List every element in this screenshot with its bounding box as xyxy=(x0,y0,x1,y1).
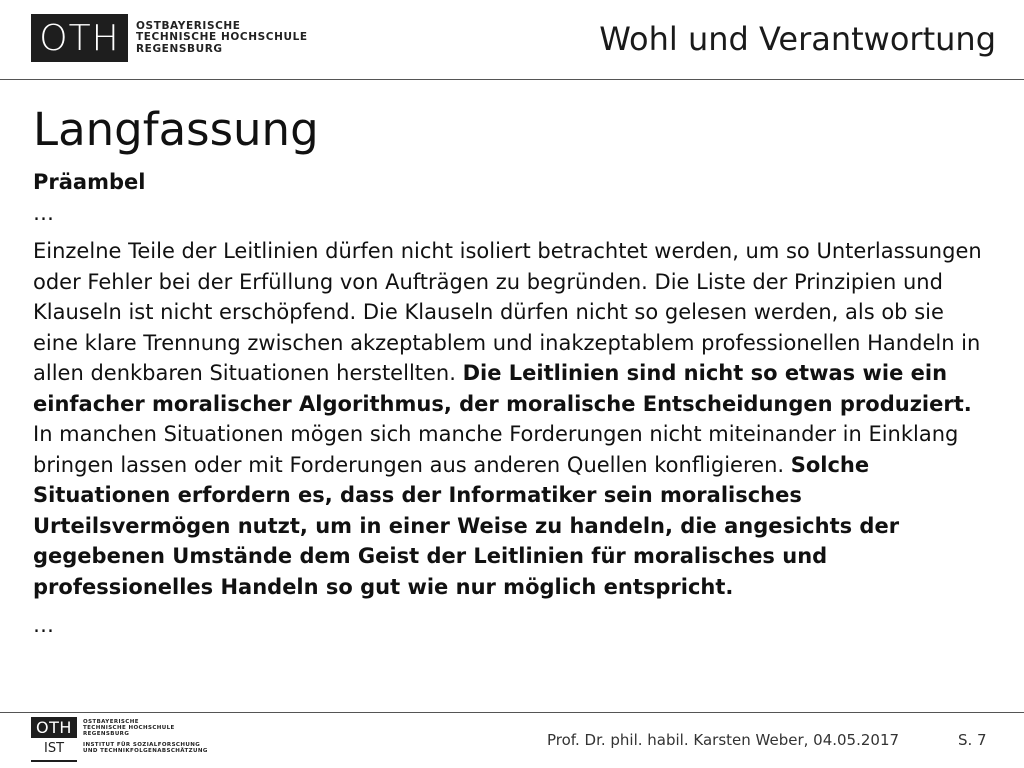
footer-logo-line: REGENSBURG xyxy=(83,730,130,737)
oth-logo xyxy=(31,14,308,62)
footer-logo-mark: OTH xyxy=(31,717,77,738)
paragraph-segment: Einzelne Teile der Leitlinien dürfen nicht isoliert betrachtet werden, um so Unterlassungen oder Fehler bei der Erfüllung von Aufträgen zu begründen. Die Liste der Prinzipien und Klauseln ist nicht erschöpfend. Die Klauseln dürfen nicht so gelesen werden, als ob sie eine klare Trennung zwischen akzeptablem und inakzeptablem professionellen Handeln in allen denkbaren Situationen herstellten. xyxy=(33,239,982,385)
oth-logo-mark: OTH xyxy=(31,14,128,62)
footer-logo-line: UND TECHNIKFOLGENABSCHÄTZUNG xyxy=(83,748,208,754)
footer-logo-line: TECHNISCHE HOCHSCHULE xyxy=(83,724,175,731)
footer-divider xyxy=(0,712,1024,713)
oth-logo-text xyxy=(136,21,308,56)
ellipsis-bottom: … xyxy=(33,613,54,637)
body-paragraph xyxy=(33,236,993,602)
paragraph-segment: In manchen Situationen mögen sich manche Forderungen nicht miteinander in Einklang bringen lassen oder mit Forderungen aus anderen Quellen konfligieren. xyxy=(33,422,959,477)
subheading: Präambel xyxy=(33,170,146,194)
footer-logo-underline xyxy=(31,760,77,762)
header-title: Wohl und Verantwortung xyxy=(599,20,996,58)
footer-logo-ist: IST xyxy=(43,740,65,756)
ellipsis-top: … xyxy=(33,200,54,225)
footer-logo-line: INSTITUT FÜR SOZIALFORSCHUNG xyxy=(83,742,201,748)
footer-logo-text-bottom xyxy=(83,742,208,754)
paragraph-segment-bold: Solche Situationen erfordern es, dass der Informatiker sein moralisches Urteilsvermögen nutzt, um in einer Weise zu handeln, die angesichts der gegebenen Umstände dem Geist der Leitlinien für moralisches und professionelles Handeln so gut wie nur möglich entspricht. xyxy=(33,452,900,599)
oth-logo-line: OSTBAYERISCHE xyxy=(136,19,241,32)
oth-logo-line: REGENSBURG xyxy=(136,42,223,55)
footer-author: Prof. Dr. phil. habil. Karsten Weber, 04.05.2017 xyxy=(547,731,900,749)
slide-content xyxy=(33,167,993,641)
oth-ist-logo xyxy=(31,717,208,762)
page-number: S. 7 xyxy=(958,731,987,749)
slide-title: Langfassung xyxy=(33,103,319,156)
paragraph-segment-bold: Die Leitlinien sind nicht so etwas wie ein einfacher moralischer Algorithmus, der moralische Entscheidungen produziert. xyxy=(33,361,972,416)
footer-logo-text-top xyxy=(83,719,175,737)
header-divider xyxy=(0,79,1024,80)
oth-logo-line: TECHNISCHE HOCHSCHULE xyxy=(136,31,308,44)
footer-logo-line: OSTBAYERISCHE xyxy=(83,718,139,725)
